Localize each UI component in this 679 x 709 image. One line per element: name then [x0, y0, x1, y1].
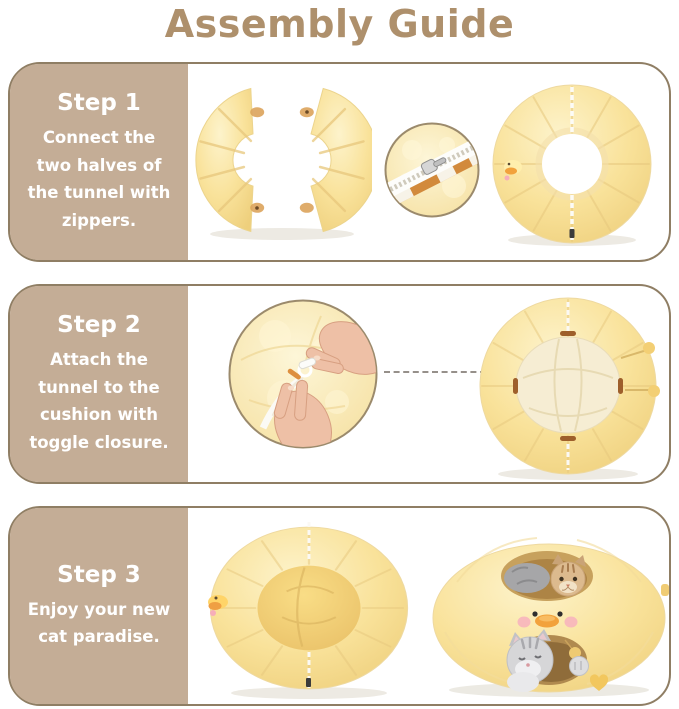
step2-title: Step 2	[57, 312, 141, 338]
tunnel-halves-photo	[192, 82, 372, 242]
step1-label	[10, 64, 188, 260]
step1-desc-line1: Connect the	[42, 128, 156, 147]
step2-label	[10, 286, 188, 482]
step2-desc-line2: tunnel to the	[38, 377, 160, 397]
step2-desc-line4: toggle closure.	[29, 432, 169, 452]
step1-desc-line4: zippers.	[61, 210, 137, 230]
step3-panel	[8, 506, 671, 706]
step1-title: Step 1	[57, 90, 141, 116]
toggle-closure-closeup-photo	[225, 296, 381, 452]
step2-desc-line3: cushion with	[39, 405, 159, 424]
assembled-tunnel-photo	[487, 79, 657, 249]
step1-panel	[8, 62, 671, 262]
step1-desc-line3: the tunnel with	[27, 183, 171, 202]
step2-panel	[8, 284, 671, 484]
step3-title: Step 3	[57, 561, 141, 588]
page-title: Assembly Guide	[164, 2, 515, 46]
step1-desc-line2: two halves of	[36, 155, 162, 175]
step3-desc-line1: Enjoy your new	[27, 599, 171, 619]
step3-label	[10, 508, 188, 704]
dashed-connector-line	[384, 371, 486, 373]
tunnel-with-cushion-photo	[473, 292, 663, 482]
finished-bed-top-view-photo	[204, 516, 414, 700]
step3-desc-line2: cat paradise.	[38, 627, 160, 646]
cats-in-bed-photo	[427, 522, 671, 700]
zipper-closeup-photo	[382, 120, 482, 220]
step2-desc-line1: Attach the	[50, 350, 148, 369]
